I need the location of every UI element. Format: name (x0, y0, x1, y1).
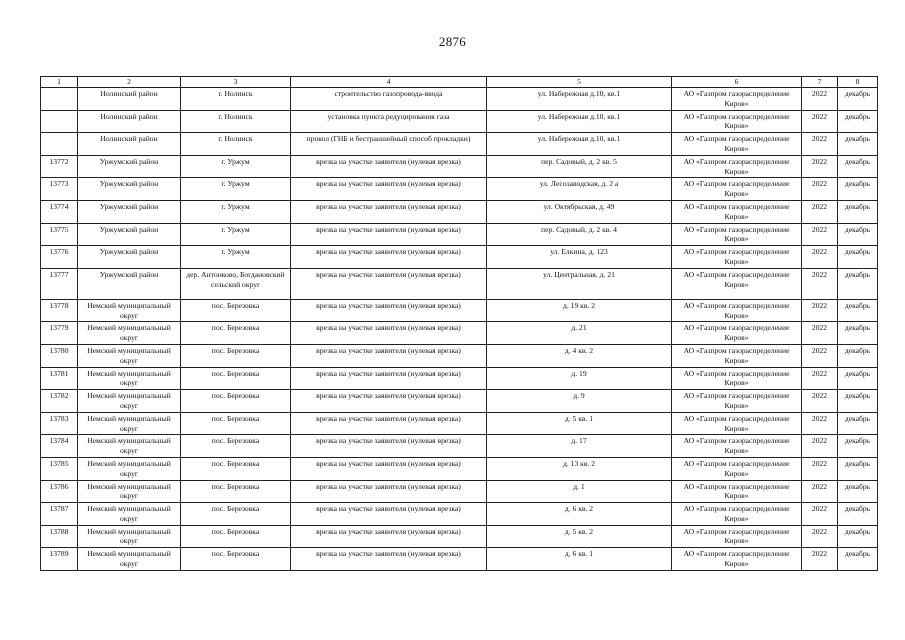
address-cell: д. 4 кв. 2 (487, 344, 672, 367)
year-cell: 2022 (802, 435, 838, 458)
month-cell: декабрь (838, 178, 878, 201)
row-number-cell: 13772 (41, 155, 78, 178)
work-type-cell: врезка на участке заявителя (нулевая врезка) (291, 299, 487, 322)
table-row (41, 390, 878, 413)
district-cell: Немский муниципальный округ (78, 503, 181, 526)
month-cell: декабрь (838, 88, 878, 111)
settlement-cell: пос. Березовка (181, 390, 291, 413)
address-cell: д. 19 кв. 2 (487, 299, 672, 322)
page-number: 2876 (438, 34, 467, 49)
work-type-cell: врезка на участке заявителя (нулевая врезка) (291, 344, 487, 367)
year-cell: 2022 (802, 88, 838, 111)
work-type-cell: врезка на участке заявителя (нулевая врезка) (291, 480, 487, 503)
work-type-cell: врезка на участке заявителя (нулевая врезка) (291, 390, 487, 413)
year-cell: 2022 (802, 246, 838, 269)
work-type-cell: врезка на участке заявителя (нулевая врезка) (291, 223, 487, 246)
address-cell: д. 5 кв. 1 (487, 412, 672, 435)
settlement-cell: г. Уржум (181, 246, 291, 269)
table-row (41, 178, 878, 201)
address-cell: ул. Набережная д.10, кв.1 (487, 110, 672, 133)
work-type-cell: врезка на участке заявителя (нулевая врезка) (291, 525, 487, 548)
contractor-cell: АО «Газпром газораспределение Киров» (672, 435, 802, 458)
district-cell: Немский муниципальный округ (78, 390, 181, 413)
address-cell: ул. Центральная, д. 21 (487, 268, 672, 299)
row-number-cell (41, 110, 78, 133)
row-number-cell: 13774 (41, 200, 78, 223)
contractor-cell: АО «Газпром газораспределение Киров» (672, 525, 802, 548)
table-row (41, 367, 878, 390)
table-row (41, 110, 878, 133)
contractor-cell: АО «Газпром газораспределение Киров» (672, 503, 802, 526)
table-row (41, 435, 878, 458)
table-row (41, 133, 878, 156)
settlement-cell: пос. Березовка (181, 548, 291, 571)
contractor-cell: АО «Газпром газораспределение Киров» (672, 110, 802, 133)
row-number-cell: 13787 (41, 503, 78, 526)
year-cell: 2022 (802, 155, 838, 178)
month-cell: декабрь (838, 268, 878, 299)
column-header: 2 (78, 77, 181, 88)
settlement-cell: г. Нолинск (181, 88, 291, 111)
work-type-cell: врезка на участке заявителя (нулевая врезка) (291, 322, 487, 345)
table-row (41, 503, 878, 526)
work-type-cell: врезка на участке заявителя (нулевая врезка) (291, 435, 487, 458)
work-type-cell: врезка на участке заявителя (нулевая врезка) (291, 178, 487, 201)
year-cell: 2022 (802, 390, 838, 413)
district-cell: Уржумский район (78, 155, 181, 178)
table-row (41, 299, 878, 322)
settlement-cell: пос. Березовка (181, 503, 291, 526)
settlement-cell: пос. Березовка (181, 344, 291, 367)
month-cell: декабрь (838, 322, 878, 345)
row-number-cell: 13786 (41, 480, 78, 503)
district-cell: Уржумский район (78, 178, 181, 201)
settlement-cell: дер. Антонково, Богдановский сельский округ (181, 268, 291, 299)
district-cell: Нолинский район (78, 110, 181, 133)
address-cell: ул. Набережная д.10, кв.1 (487, 88, 672, 111)
settlement-cell: пос. Березовка (181, 457, 291, 480)
district-cell: Немский муниципальный округ (78, 322, 181, 345)
table-row (41, 200, 878, 223)
month-cell: декабрь (838, 200, 878, 223)
contractor-cell: АО «Газпром газораспределение Киров» (672, 390, 802, 413)
table-row (41, 412, 878, 435)
row-number-cell: 13776 (41, 246, 78, 269)
work-type-cell: строительство газопровода-ввода (291, 88, 487, 111)
table-row (41, 155, 878, 178)
work-type-cell: прокол (ГНБ и бестраншейный способ прокладки) (291, 133, 487, 156)
work-type-cell: врезка на участке заявителя (нулевая врезка) (291, 548, 487, 571)
row-number-cell: 13775 (41, 223, 78, 246)
year-cell: 2022 (802, 223, 838, 246)
row-number-cell: 13783 (41, 412, 78, 435)
settlement-cell: пос. Березовка (181, 525, 291, 548)
contractor-cell: АО «Газпром газораспределение Киров» (672, 322, 802, 345)
contractor-cell: АО «Газпром газораспределение Киров» (672, 344, 802, 367)
district-cell: Немский муниципальный округ (78, 367, 181, 390)
address-cell: пер. Садовый, д. 2 кв. 5 (487, 155, 672, 178)
month-cell: декабрь (838, 246, 878, 269)
address-cell: д. 9 (487, 390, 672, 413)
work-type-cell: врезка на участке заявителя (нулевая врезка) (291, 155, 487, 178)
contractor-cell: АО «Газпром газораспределение Киров» (672, 299, 802, 322)
contractor-cell: АО «Газпром газораспределение Киров» (672, 223, 802, 246)
settlement-cell: пос. Березовка (181, 412, 291, 435)
table-row (41, 268, 878, 299)
contractor-cell: АО «Газпром газораспределение Киров» (672, 133, 802, 156)
district-cell: Уржумский район (78, 246, 181, 269)
district-cell: Нолинский район (78, 133, 181, 156)
month-cell: декабрь (838, 223, 878, 246)
year-cell: 2022 (802, 503, 838, 526)
settlement-cell: пос. Березовка (181, 322, 291, 345)
table-row (41, 480, 878, 503)
row-number-cell: 13785 (41, 457, 78, 480)
work-type-cell: установка пункта редуцирования газа (291, 110, 487, 133)
month-cell: декабрь (838, 367, 878, 390)
table-row (41, 223, 878, 246)
row-number-cell: 13781 (41, 367, 78, 390)
settlement-cell: г. Уржум (181, 200, 291, 223)
work-type-cell: врезка на участке заявителя (нулевая врезка) (291, 200, 487, 223)
table-row (41, 548, 878, 571)
month-cell: декабрь (838, 435, 878, 458)
row-number-cell: 13782 (41, 390, 78, 413)
district-cell: Нолинский район (78, 88, 181, 111)
month-cell: декабрь (838, 525, 878, 548)
registry-table (40, 76, 878, 571)
row-number-cell: 13778 (41, 299, 78, 322)
contractor-cell: АО «Газпром газораспределение Киров» (672, 155, 802, 178)
year-cell: 2022 (802, 457, 838, 480)
settlement-cell: пос. Березовка (181, 435, 291, 458)
row-number-cell: 13780 (41, 344, 78, 367)
row-number-cell (41, 88, 78, 111)
address-cell: д. 5 кв. 2 (487, 525, 672, 548)
contractor-cell: АО «Газпром газораспределение Киров» (672, 480, 802, 503)
table-row (41, 457, 878, 480)
month-cell: декабрь (838, 412, 878, 435)
column-number-row (41, 77, 878, 88)
address-cell: д. 19 (487, 367, 672, 390)
row-number-cell: 13788 (41, 525, 78, 548)
table-row (41, 88, 878, 111)
month-cell: декабрь (838, 344, 878, 367)
row-number-cell: 13789 (41, 548, 78, 571)
district-cell: Немский муниципальный округ (78, 344, 181, 367)
month-cell: декабрь (838, 299, 878, 322)
settlement-cell: г. Уржум (181, 155, 291, 178)
work-type-cell: врезка на участке заявителя (нулевая врезка) (291, 412, 487, 435)
address-cell: д. 21 (487, 322, 672, 345)
table-row (41, 344, 878, 367)
column-header: 6 (672, 77, 802, 88)
row-number-cell: 13773 (41, 178, 78, 201)
row-number-cell: 13779 (41, 322, 78, 345)
address-cell: д. 6 кв. 1 (487, 548, 672, 571)
work-type-cell: врезка на участке заявителя (нулевая врезка) (291, 367, 487, 390)
address-cell: д. 6 кв. 2 (487, 503, 672, 526)
district-cell: Немский муниципальный округ (78, 480, 181, 503)
year-cell: 2022 (802, 367, 838, 390)
year-cell: 2022 (802, 480, 838, 503)
month-cell: декабрь (838, 548, 878, 571)
table-row (41, 322, 878, 345)
year-cell: 2022 (802, 299, 838, 322)
column-header: 7 (802, 77, 838, 88)
work-type-cell: врезка на участке заявителя (нулевая врезка) (291, 503, 487, 526)
settlement-cell: г. Уржум (181, 178, 291, 201)
work-type-cell: врезка на участке заявителя (нулевая врезка) (291, 457, 487, 480)
month-cell: декабрь (838, 457, 878, 480)
address-cell: д. 17 (487, 435, 672, 458)
row-number-cell: 13777 (41, 268, 78, 299)
work-type-cell: врезка на участке заявителя (нулевая врезка) (291, 246, 487, 269)
settlement-cell: г. Уржум (181, 223, 291, 246)
contractor-cell: АО «Газпром газораспределение Киров» (672, 367, 802, 390)
district-cell: Немский муниципальный округ (78, 299, 181, 322)
address-cell: д. 1 (487, 480, 672, 503)
contractor-cell: АО «Газпром газораспределение Киров» (672, 548, 802, 571)
table-row (41, 246, 878, 269)
district-cell: Уржумский район (78, 200, 181, 223)
row-number-cell (41, 133, 78, 156)
year-cell: 2022 (802, 133, 838, 156)
district-cell: Немский муниципальный округ (78, 548, 181, 571)
address-cell: ул. Набережная д.10, кв.1 (487, 133, 672, 156)
address-cell: д. 13 кв. 2 (487, 457, 672, 480)
year-cell: 2022 (802, 344, 838, 367)
registry-body (41, 88, 878, 571)
contractor-cell: АО «Газпром газораспределение Киров» (672, 246, 802, 269)
district-cell: Немский муниципальный округ (78, 412, 181, 435)
address-cell: ул. Лесозаводская, д. 2 а (487, 178, 672, 201)
column-header: 8 (838, 77, 878, 88)
month-cell: декабрь (838, 480, 878, 503)
month-cell: декабрь (838, 110, 878, 133)
year-cell: 2022 (802, 268, 838, 299)
contractor-cell: АО «Газпром газораспределение Киров» (672, 178, 802, 201)
year-cell: 2022 (802, 200, 838, 223)
settlement-cell: пос. Березовка (181, 299, 291, 322)
settlement-cell: г. Нолинск (181, 133, 291, 156)
column-header: 5 (487, 77, 672, 88)
year-cell: 2022 (802, 548, 838, 571)
year-cell: 2022 (802, 412, 838, 435)
contractor-cell: АО «Газпром газораспределение Киров» (672, 88, 802, 111)
row-number-cell: 13784 (41, 435, 78, 458)
contractor-cell: АО «Газпром газораспределение Киров» (672, 200, 802, 223)
table-row (41, 525, 878, 548)
column-header: 1 (41, 77, 78, 88)
address-cell: ул. Елкина, д. 123 (487, 246, 672, 269)
work-type-cell: врезка на участке заявителя (нулевая врезка) (291, 268, 487, 299)
settlement-cell: пос. Березовка (181, 480, 291, 503)
district-cell: Уржумский район (78, 268, 181, 299)
column-header: 4 (291, 77, 487, 88)
year-cell: 2022 (802, 525, 838, 548)
contractor-cell: АО «Газпром газораспределение Киров» (672, 457, 802, 480)
address-cell: ул. Октябрьская, д. 49 (487, 200, 672, 223)
contractor-cell: АО «Газпром газораспределение Киров» (672, 412, 802, 435)
settlement-cell: пос. Березовка (181, 367, 291, 390)
district-cell: Уржумский район (78, 223, 181, 246)
district-cell: Немский муниципальный округ (78, 457, 181, 480)
contractor-cell: АО «Газпром газораспределение Киров» (672, 268, 802, 299)
year-cell: 2022 (802, 110, 838, 133)
year-cell: 2022 (802, 178, 838, 201)
settlement-cell: г. Нолинск (181, 110, 291, 133)
month-cell: декабрь (838, 155, 878, 178)
district-cell: Немский муниципальный округ (78, 525, 181, 548)
column-header: 3 (181, 77, 291, 88)
year-cell: 2022 (802, 322, 838, 345)
month-cell: декабрь (838, 503, 878, 526)
month-cell: декабрь (838, 133, 878, 156)
address-cell: пер. Садовый, д. 2 кв. 4 (487, 223, 672, 246)
month-cell: декабрь (838, 390, 878, 413)
district-cell: Немский муниципальный округ (78, 435, 181, 458)
